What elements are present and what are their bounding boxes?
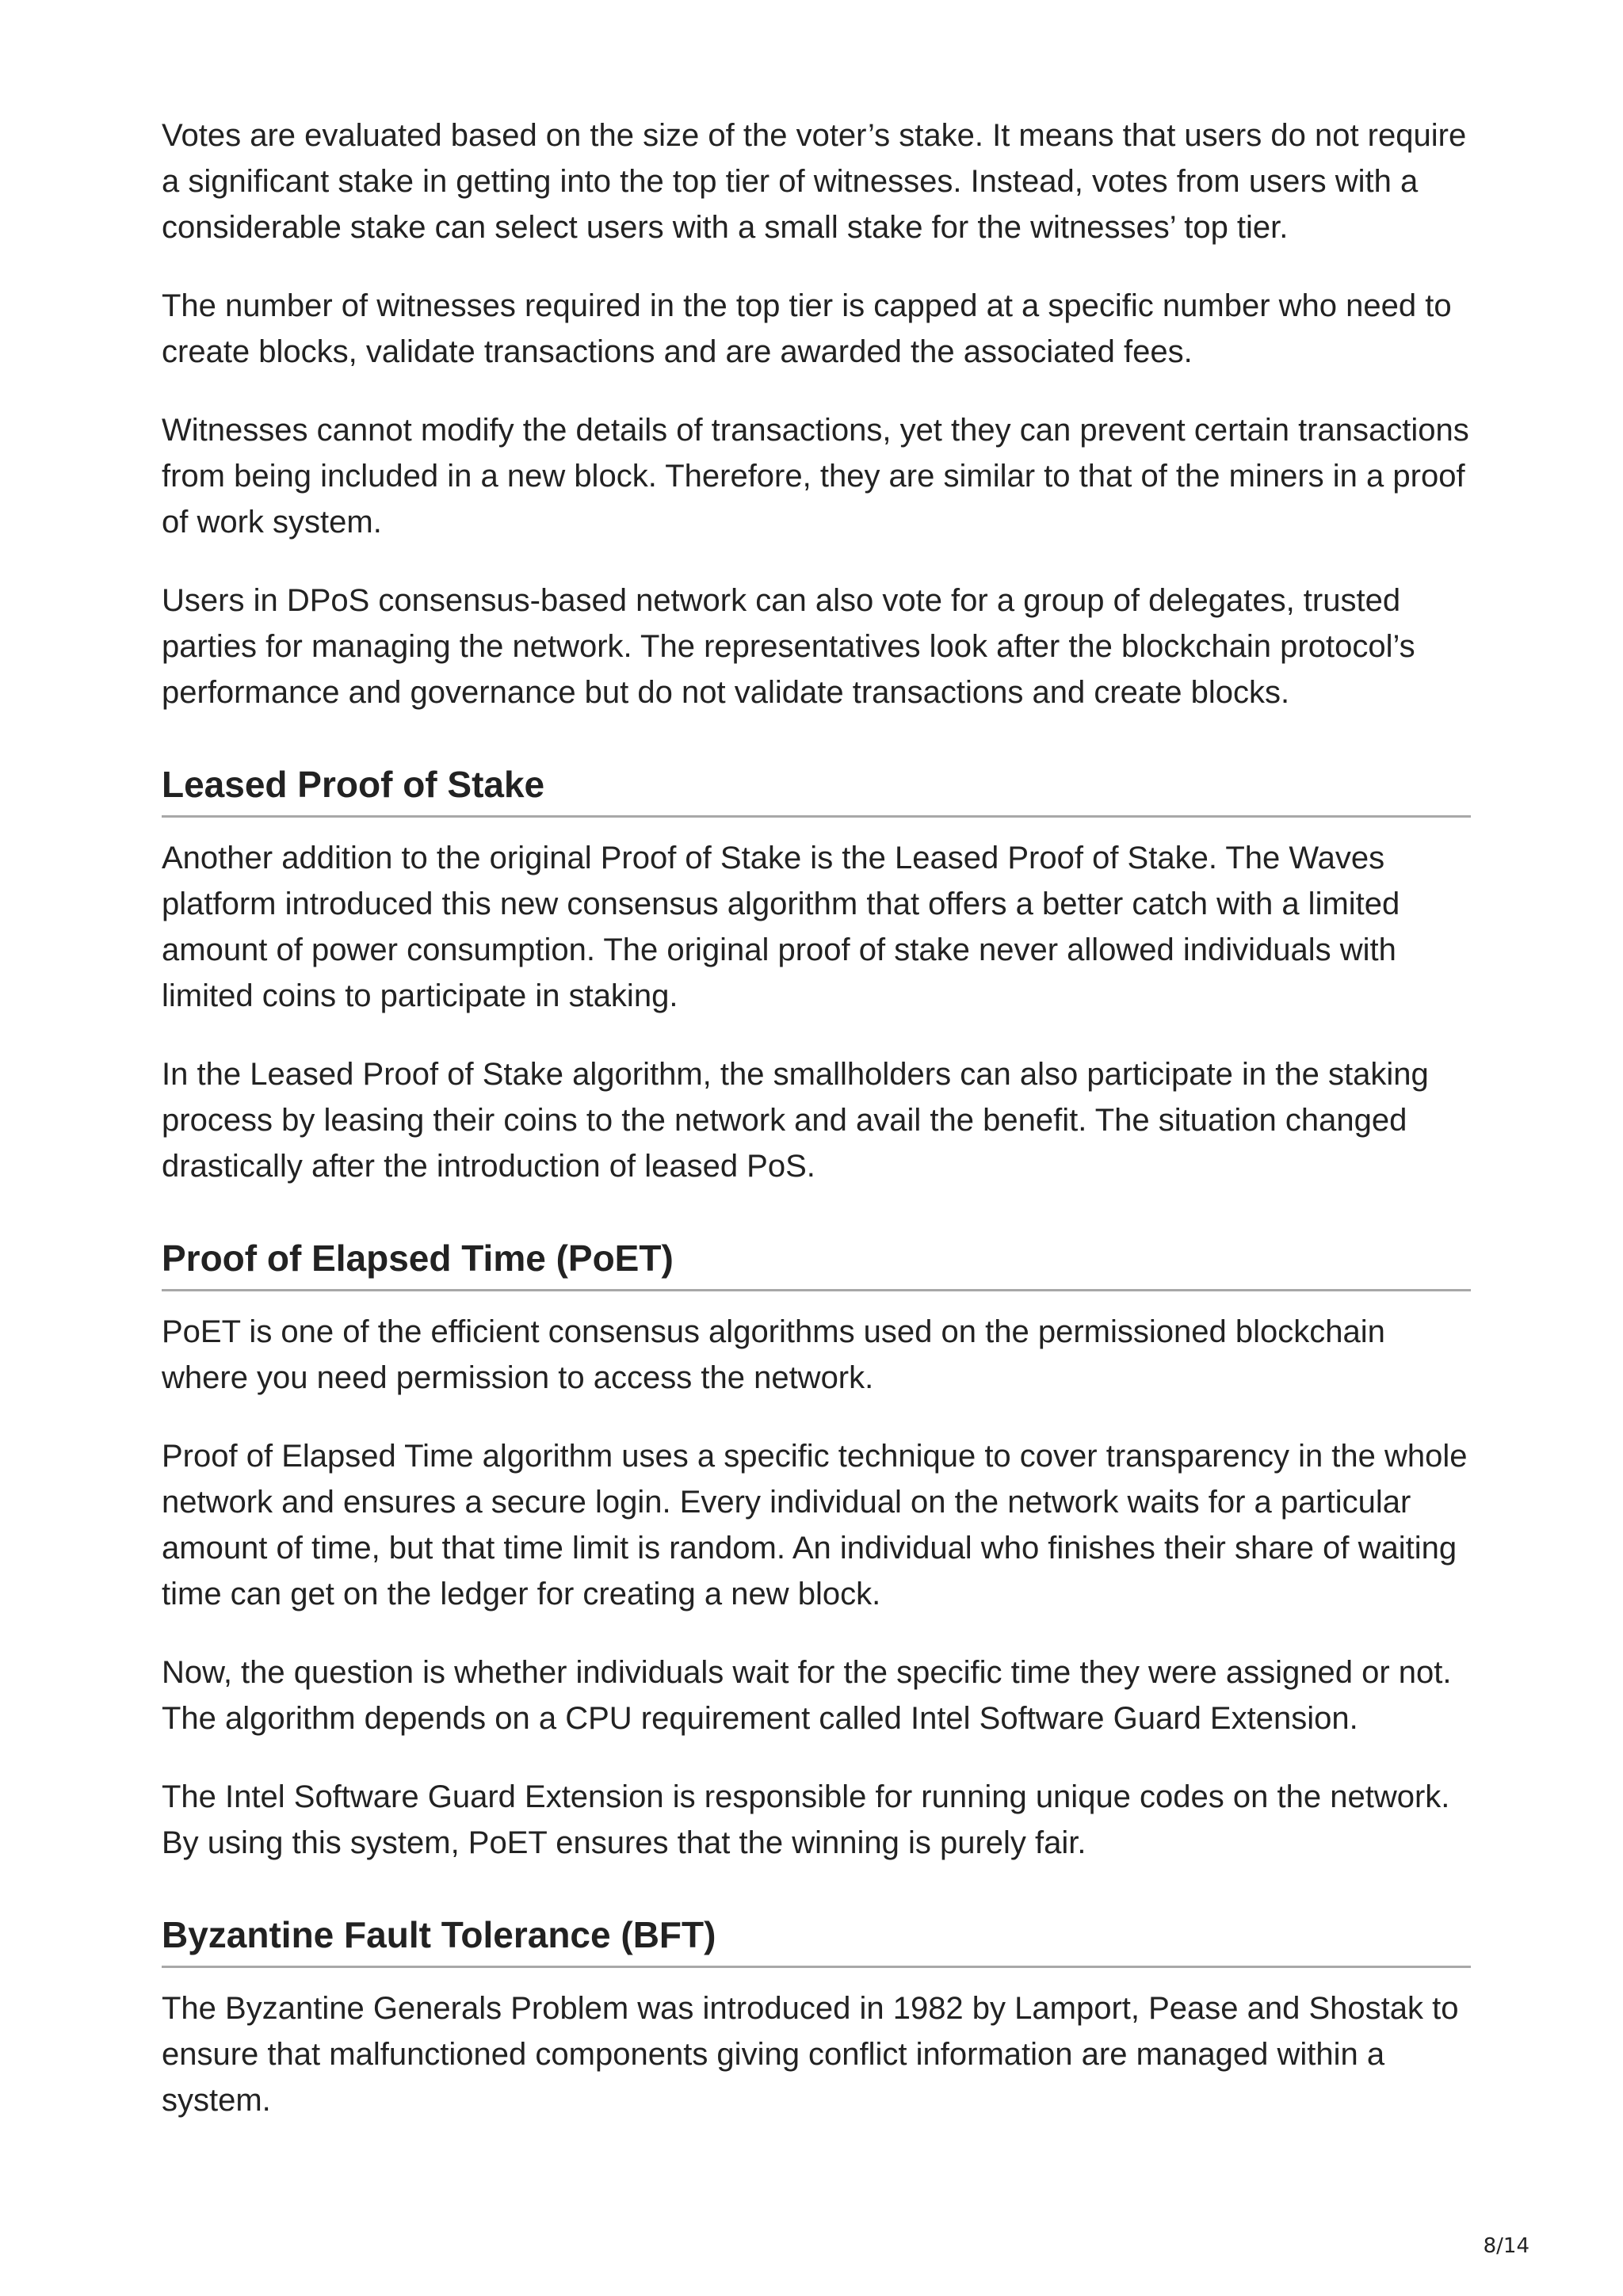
paragraph: The Intel Software Guard Extension is responsible for running unique codes on the network. By using this system, PoET ensures that the winning is purely fair.: [162, 1779, 1450, 1860]
paragraph: PoET is one of the efficient consensus algorithms used on the permissioned blockchain where you need permission to access the network.: [162, 1314, 1385, 1395]
section-leased-proof-of-stake: [162, 761, 1471, 1189]
paragraph: Users in DPoS consensus-based network can also vote for a group of delegates, trusted parties for managing the network. The representatives look after the blockchain protocol’s performance and governance but do not validate transactions and create blocks.: [162, 583, 1415, 710]
paragraph: The Byzantine Generals Problem was introduced in 1982 by Lamport, Pease and Shostak to ensure that malfunctioned components giving conflict information are managed within a system.: [162, 1991, 1459, 2118]
section-proof-of-elapsed-time: [162, 1235, 1471, 1866]
paragraph: The number of witnesses required in the top tier is capped at a specific number who need to create blocks, validate transactions and are awarded the associated fees.: [162, 288, 1452, 369]
paragraph: Now, the question is whether individuals wait for the specific time they were assigned or not. The algorithm depends on a CPU requirement called Intel Software Guard Extension.: [162, 1655, 1452, 1736]
section-heading: Leased Proof of Stake: [162, 761, 1471, 818]
paragraph: Another addition to the original Proof of Stake is the Leased Proof of Stake. The Waves platform introduced this new consensus algorithm that offers a better catch with a limited amount of power consumption. The original proof of stake never allowed individuals with limited coins to participate in staking.: [162, 841, 1400, 1013]
section-byzantine-fault-tolerance: [162, 1912, 1471, 2123]
paragraph: Proof of Elapsed Time algorithm uses a specific technique to cover transparency in the whole network and ensures a secure login. Every individual on the network waits for a particular amount of time, but that time limit is random. An individual who finishes their share of waiting time can get on the ledger for creating a new block.: [162, 1439, 1468, 1611]
paragraph: Votes are evaluated based on the size of the voter’s stake. It means that users do not require a significant stake in getting into the top tier of witnesses. Instead, votes from users with a considerable stake can select users with a small stake for the witnesses’ top tier.: [162, 118, 1467, 245]
paragraph: Witnesses cannot modify the details of transactions, yet they can prevent certain transactions from being included in a new block. Therefore, they are similar to that of the miners in a proof of work system.: [162, 413, 1469, 540]
paragraph: In the Leased Proof of Stake algorithm, the smallholders can also participate in the staking process by leasing their coins to the network and avail the benefit. The situation changed drastically after the introduction of leased PoS.: [162, 1057, 1429, 1184]
section-heading: Byzantine Fault Tolerance (BFT): [162, 1912, 1471, 1968]
intro-section: [162, 113, 1471, 715]
page-number: 8/14: [1483, 2234, 1529, 2258]
section-heading: Proof of Elapsed Time (PoET): [162, 1235, 1471, 1291]
document-page: [162, 113, 1471, 2156]
